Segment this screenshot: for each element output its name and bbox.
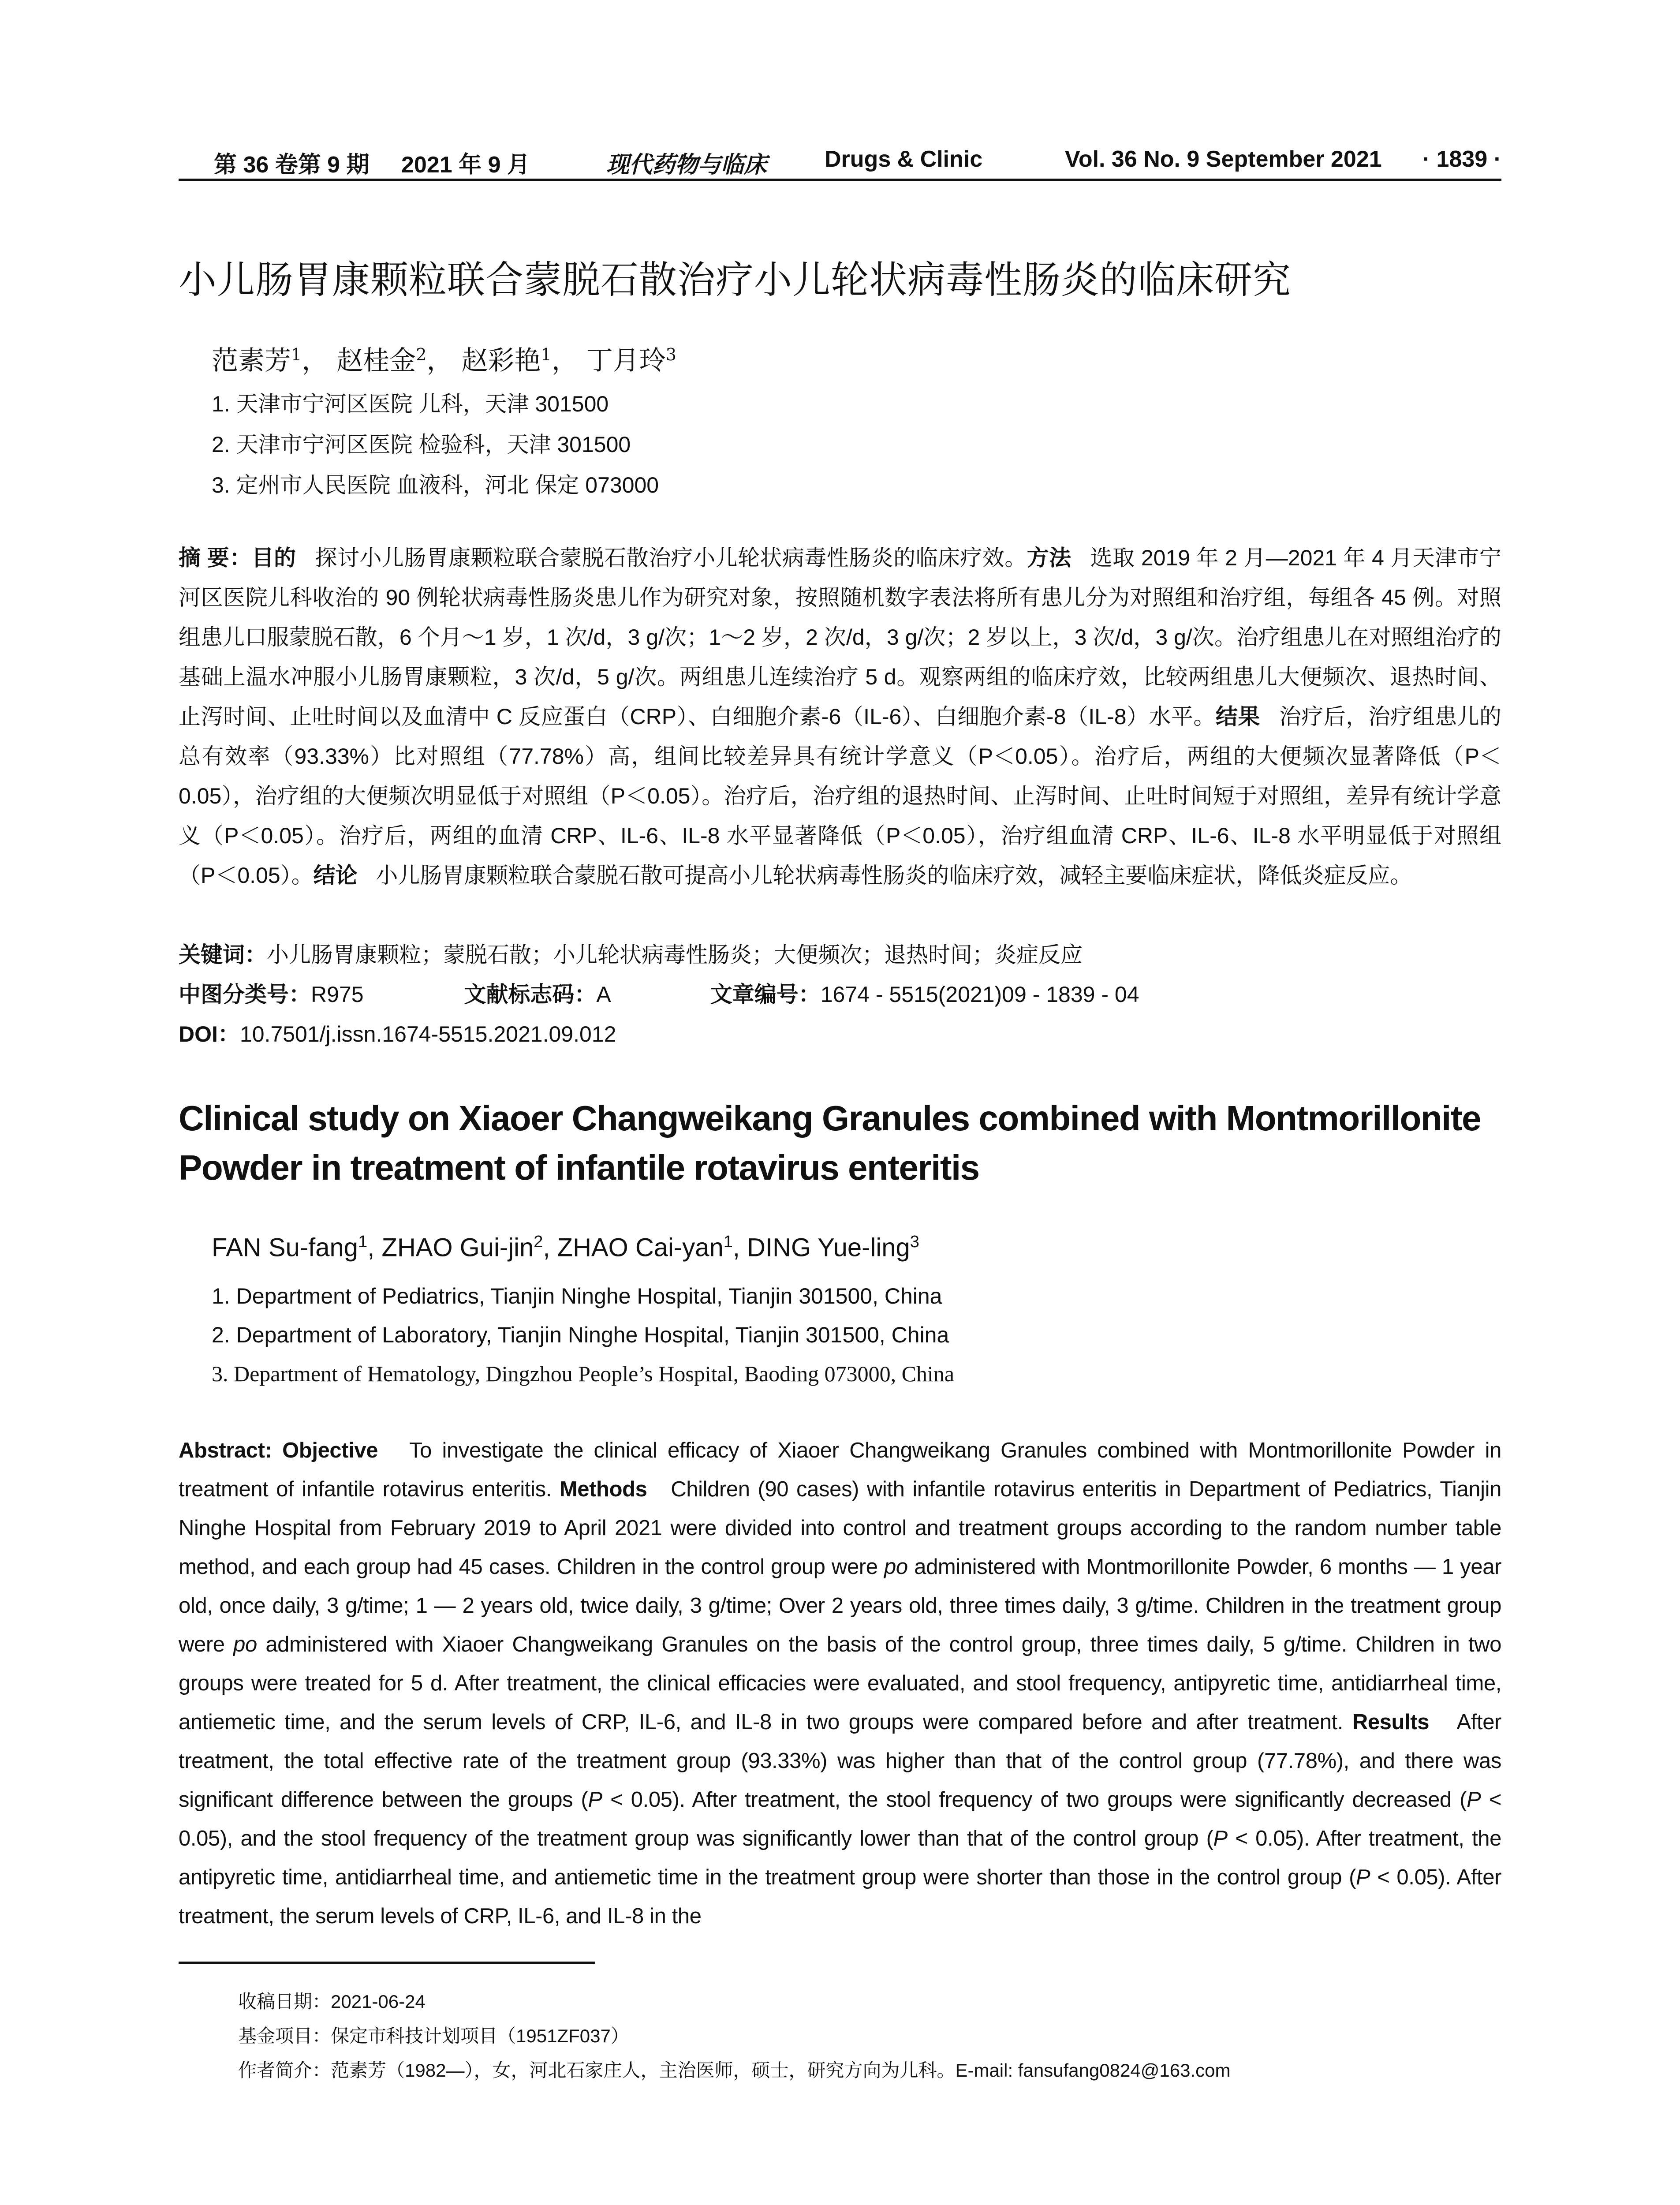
- abstract-cn-label: 摘 要：: [179, 546, 252, 570]
- doi: [179, 1014, 1501, 1054]
- p-italic-3: P: [1213, 1827, 1228, 1850]
- clc-value: R975: [311, 982, 364, 1007]
- p-italic-1: P: [588, 1788, 602, 1812]
- keywords: [179, 935, 1501, 975]
- methods-en-text-a: Children (90 cases) with infantile rotavirus enteritis in Department of Pediatrics, Tianjin Ninghe Hospital from February 2019 to April 2021 were divided into control and treatment groups according to the random number table method, and each group had 45 cases. Children in the control group were: [179, 1477, 1501, 1579]
- fund-text: 保定市科技计划项目（1951ZF037）: [331, 2026, 629, 2046]
- bio-text: 范素芳（1982—），女，河北石家庄人，主治医师，硕士，研究方向为儿科。E-mail: fansufang0824@163.com: [331, 2060, 1231, 2081]
- footnote-bio: [238, 2053, 1501, 2088]
- results-en-text-c: < 0.05), and the stool frequency of the treatment group was significantly lower than that of the control group (: [179, 1788, 1501, 1850]
- author-en-2: ZHAO Gui-jin: [381, 1233, 534, 1262]
- results-en-text-d: < 0.05). After treatment, the antipyretic time, antidiarrheal time, and antiemetic time in the treatment group were shorter than those in the control group (: [179, 1827, 1501, 1889]
- affiliation-cn-1: 1. 天津市宁河区医院 儿科，天津 301500: [212, 392, 609, 416]
- footnote-divider: [179, 1962, 595, 1964]
- affiliation-en-1: 1. Department of Pediatrics, Tianjin Ninghe Hospital, Tianjin 301500, China: [212, 1284, 942, 1308]
- affiliation-en-2: 2. Department of Laboratory, Tianjin Ninghe Hospital, Tianjin 301500, China: [212, 1323, 949, 1347]
- title-en-line-2: Powder in treatment of infantile rotavirus enteritis: [179, 1148, 979, 1187]
- author-en-1: FAN Su-fang: [212, 1233, 358, 1262]
- classification: [179, 975, 1501, 1014]
- footnote-fund: [238, 2019, 1501, 2053]
- title-cn: 小儿肠胃康颗粒联合蒙脱石散治疗小儿轮状病毒性肠炎的临床研究: [179, 259, 1291, 301]
- doc-code-value: A: [596, 982, 610, 1007]
- clc-label: 中图分类号：: [179, 982, 311, 1007]
- footnote-received: [238, 1984, 1501, 2019]
- results-en-label: Results: [1352, 1710, 1430, 1734]
- running-header: [179, 143, 1501, 181]
- keywords-text: 小儿肠胃康颗粒；蒙脱石散；小儿轮状病毒性肠炎；大便频次；退热时间；炎症反应: [267, 942, 1083, 967]
- abstract-en: [179, 1431, 1501, 1936]
- issue-en: Vol. 36 No. 9 September 2021: [1065, 146, 1382, 172]
- affiliation-cn-2: 2. 天津市宁河区医院 检验科，天津 301500: [212, 432, 631, 457]
- authors-cn: 范素芳$^1$， 赵桂金$^2$， 赵彩艳$^1$， 丁月玲$^3$: [212, 345, 676, 376]
- received-label: 收稿日期：: [238, 1991, 331, 2012]
- p-italic-4: P: [1356, 1865, 1370, 1889]
- methods-en-label: Methods: [559, 1477, 647, 1501]
- po-italic-1: po: [884, 1555, 908, 1579]
- title-en: [179, 1094, 1501, 1192]
- issue-cn: 第 36 卷第 9 期: [214, 152, 370, 178]
- doc-code-label: 文献标志码：: [464, 982, 597, 1007]
- page-number: · 1839 ·: [1422, 146, 1501, 172]
- author-en-4: DING Yue-ling: [747, 1233, 910, 1262]
- objective-text: 探讨小儿肠胃康颗粒联合蒙脱石散治疗小儿轮状病毒性肠炎的临床疗效。: [315, 546, 1027, 570]
- methods-en-text-c: administered with Xiaoer Changweikang Granules on the basis of the control group, three times daily, 5 g/time. Children in two groups were treated for 5 d. After treatment, the clinical efficacies were evaluated, and stool frequency, antipyretic time, antidiarrheal time, antiemetic time, and the serum levels of CRP, IL-6, and IL-8 in two groups were compared before and after treatment.: [179, 1633, 1501, 1734]
- conclusion-label: 结论: [313, 863, 358, 888]
- results-text: 治疗后，治疗组患儿的总有效率（93.33%）比对照组（77.78%）高，组间比较差异具有统计学意义（P＜0.05）。治疗后，两组的大便频次显著降低（P＜0.05），治疗组的大便频次明显低于对照组（P＜0.05）。治疗后，治疗组的退热时间、止泻时间、止吐时间短于对照组，差异有统计学意义（P＜0.05）。治疗后，两组的血清 CRP、IL-6、IL-8 水平显著降低（P＜0.05），治疗组血清 CRP、IL-6、IL-8 水平明显低于对照组（P＜0.05）。: [179, 704, 1502, 888]
- abstract-cn: [179, 538, 1501, 895]
- bio-label: 作者简介：: [238, 2060, 331, 2081]
- article-number-value: 1674 - 5515(2021)09 - 1839 - 04: [820, 982, 1139, 1007]
- abstract-en-label: Abstract: Objective: [179, 1439, 378, 1462]
- authors-en: FAN Su-fang$^1$, ZHAO Gui-jin$^2$, ZHAO Cai-yan$^1$, DING Yue-ling$^3$: [212, 1233, 919, 1262]
- author-cn-4: 丁月玲: [586, 345, 666, 376]
- author-cn-2: 赵桂金: [336, 345, 416, 376]
- conclusion-text: 小儿肠胃康颗粒联合蒙脱石散可提高小儿轮状病毒性肠炎的临床疗效，减轻主要临床症状，降低炎症反应。: [376, 863, 1412, 888]
- affiliation-en-3: 3. Department of Hematology, Dingzhou People’s Hospital, Baoding 073000, China: [212, 1361, 955, 1386]
- title-en-line-1: Clinical study on Xiaoer Changweikang Granules combined with Montmorillonite: [179, 1099, 1481, 1138]
- received-date: 2021-06-24: [331, 1991, 426, 2012]
- methods-label: 方法: [1027, 546, 1071, 570]
- results-label: 结果: [1215, 704, 1260, 729]
- date-cn: 2021 年 9 月: [401, 152, 530, 178]
- journal-en: Drugs & Clinic: [825, 146, 983, 172]
- doi-label: DOI：: [179, 1022, 240, 1046]
- journal-cn: 现代药物与临床: [606, 151, 767, 178]
- objective-label: 目的: [251, 546, 296, 570]
- author-cn-1: 范素芳: [212, 345, 291, 376]
- author-en-3: ZHAO Cai-yan: [557, 1233, 724, 1262]
- results-en-text-e: < 0.05). After treatment, the serum levels of CRP, IL-6, and IL-8 in the: [179, 1865, 1501, 1928]
- fund-label: 基金项目：: [238, 2026, 331, 2046]
- methods-en-text-b: administered with Montmorillonite Powder, 6 months — 1 year old, once daily, 3 g/time; 1 — 2 years old, twice daily, 3 g/time; Over 2 years old, three times daily, 3 g/time. Children in the treatment group were: [179, 1555, 1501, 1656]
- doi-value: 10.7501/j.issn.1674-5515.2021.09.012: [239, 1022, 616, 1046]
- methods-text: 选取 2019 年 2 月—2021 年 4 月天津市宁河区医院儿科收治的 90 例轮状病毒性肠炎患儿作为研究对象，按照随机数字表法将所有患儿分为对照组和治疗组，每组各 45 例。对照组患儿口服蒙脱石散，6 个月～1 岁，1 次/d，3 g/次；1～2 岁，2 次/d，3 g/次；2 岁以上，3 次/d，3 g/次。治疗组患儿在对照组治疗的基础上温水冲服小儿肠胃康颗粒，3 次/d，5 g/次。两组患儿连续治疗 5 d。观察两组的临床疗效，比较两组患儿大便频次、退热时间、止泻时间、止吐时间以及血清中 C 反应蛋白（CRP）、白细胞介素-6（IL-6）、白细胞介素-8（IL-8）水平。: [179, 546, 1502, 729]
- affiliation-cn-3: 3. 定州市人民医院 血液科，河北 保定 073000: [212, 473, 659, 497]
- results-en-text-b: < 0.05). After treatment, the stool frequency of two groups were significantly decreased (: [602, 1788, 1467, 1812]
- results-en-text-a: After treatment, the total effective rate of the treatment group (93.33%) was higher than that of the control group (77.78%), and there was significant difference between the groups (: [179, 1710, 1501, 1812]
- objective-en-text: To investigate the clinical efficacy of Xiaoer Changweikang Granules combined with Montmorillonite Powder in treatment of infantile rotavirus enteritis.: [179, 1439, 1501, 1501]
- p-italic-2: P: [1467, 1788, 1481, 1812]
- keywords-label: 关键词：: [179, 942, 267, 967]
- author-cn-3: 赵彩艳: [461, 345, 541, 376]
- po-italic-2: po: [233, 1633, 257, 1656]
- article-number-label: 文章编号：: [710, 982, 821, 1007]
